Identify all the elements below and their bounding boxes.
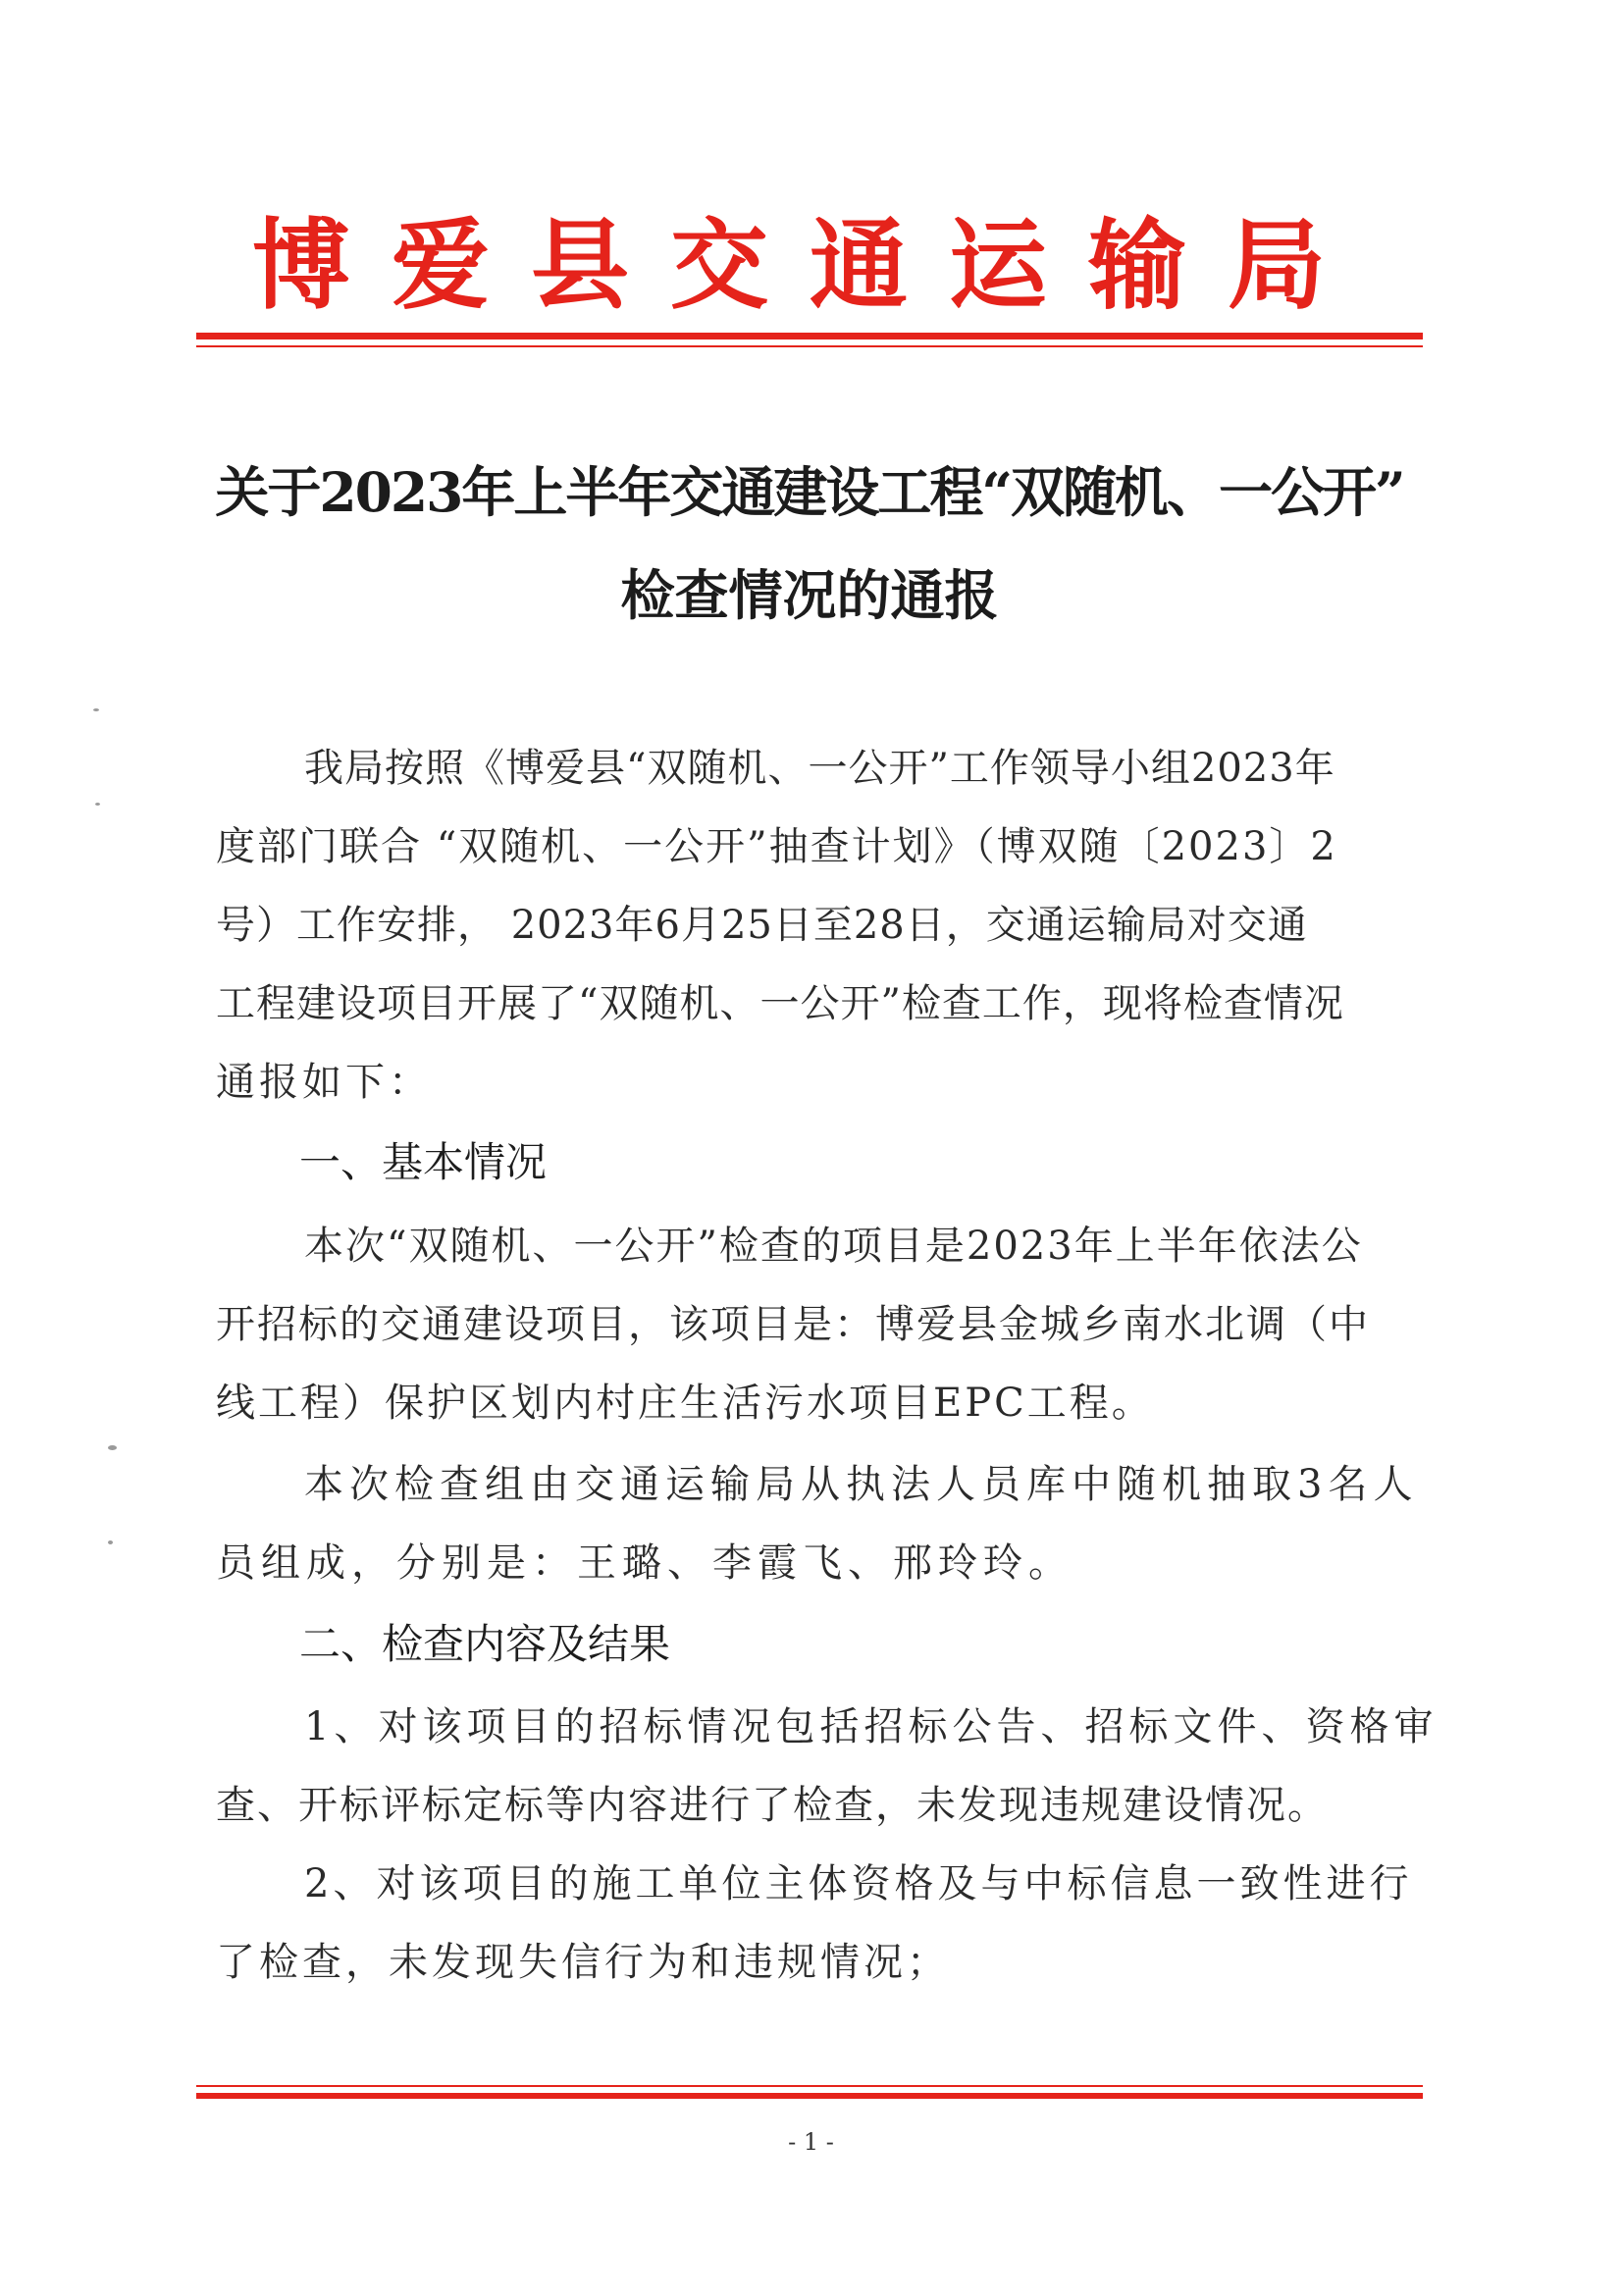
section1-para1-line: 本次“双随机、一公开”检查的项目是2023年上半年依法公 — [304, 1224, 1363, 1269]
scan-speck — [95, 803, 100, 806]
document-title-line-1: 关于2023年上半年交通建设工程“双随机、一公开” — [215, 460, 1404, 524]
page-number: - 1 - — [788, 2128, 834, 2156]
letterhead-issuer: 博爱县交通运输局 — [252, 207, 1367, 323]
section2-item2-line: 了检查，未发现失信行为和违规情况； — [216, 1940, 950, 1985]
document-title-line-2: 检查情况的通报 — [620, 563, 999, 627]
section2-item1-line: 1、对该项目的招标情况包括招标公告、招标文件、资格审 — [304, 1704, 1439, 1749]
scan-speck — [108, 1540, 113, 1544]
section-heading-basic-info: 一、基本情况 — [299, 1138, 548, 1186]
footer-rule-thin — [196, 2085, 1423, 2087]
letterhead-rule-thick — [196, 333, 1423, 339]
section1-para1-line: 线工程）保护区划内村庄生活污水项目EPC工程。 — [216, 1381, 1154, 1426]
section1-para2-line: 本次检查组由交通运输局从执法人员库中随机抽取3名人 — [304, 1462, 1419, 1507]
intro-line: 度部门联合 “双随机、一公开”抽查计划》（博双随〔2023〕2 — [216, 824, 1337, 869]
intro-line: 工程建设项目开展了“双随机、一公开”检查工作，现将检查情况 — [216, 981, 1344, 1026]
intro-line: 我局按照《博爱县“双随机、一公开”工作领导小组2023年 — [304, 746, 1335, 791]
intro-line: 通报如下： — [216, 1060, 432, 1105]
section1-para1-line: 开招标的交通建设项目，该项目是：博爱县金城乡南水北调（中 — [216, 1302, 1370, 1347]
section2-item2-line: 2、对该项目的施工单位主体资格及与中标信息一致性进行 — [304, 1861, 1413, 1906]
section-heading-check-results: 二、检查内容及结果 — [299, 1620, 671, 1668]
scan-speck — [93, 708, 99, 711]
scan-speck — [108, 1445, 117, 1450]
letterhead-rule-thin — [196, 345, 1423, 347]
section2-item1-line: 查、开标评标定标等内容进行了检查，未发现违规建设情况。 — [216, 1783, 1329, 1828]
intro-line: 号）工作安排， 2023年6月25日至28日，交通运输局对交通 — [216, 903, 1308, 948]
section1-para2-line: 员组成，分别是：王璐、李霞飞、邢玲玲。 — [216, 1540, 1073, 1586]
footer-rule-thick — [196, 2093, 1423, 2099]
